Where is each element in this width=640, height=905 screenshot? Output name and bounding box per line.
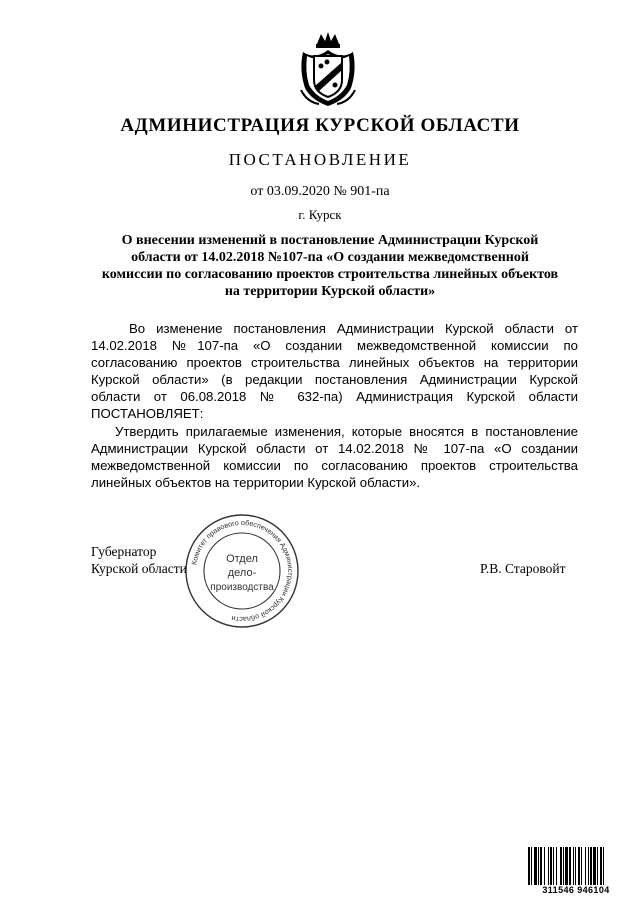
barcode-bar — [578, 847, 580, 885]
document-title: О внесении изменений в постановление Администрации Курской области от 14.02.2018 №107-па «О создании межведомственной комиссии по согласованию проектов строительства линейных объектов на территории Курской области» — [101, 233, 559, 299]
office-stamp — [183, 512, 301, 630]
barcode-bar — [569, 847, 571, 885]
barcode-bar — [556, 847, 557, 885]
barcode-bar — [600, 847, 602, 885]
barcode-bar — [573, 847, 574, 885]
barcode-bar — [588, 847, 589, 885]
stamp-center-line-3: производства — [210, 582, 274, 593]
barcode-bar — [550, 847, 552, 885]
stamp-ring-text: Комитет правового обеспечения Администрации Курской области — [189, 517, 296, 625]
signatory-name: Р.В. Старовойт — [480, 561, 566, 576]
body-paragraph-2: Утвердить прилагаемые изменения, которые вносятся в постановление Администрации Курской области от 14.02.2018 № 107-па «О создании межведомственной комиссии по согласованию проектов строительства линейных объектов на территории Курской области». — [91, 424, 578, 490]
barcode-bar — [575, 847, 576, 885]
barcode-bar — [534, 847, 537, 885]
barcode-bar — [544, 847, 545, 885]
barcode-bar — [553, 847, 554, 885]
barcode-bar — [538, 847, 539, 885]
signatory-position-line-1: Губернатор — [91, 544, 157, 559]
document-city: г. Курск — [298, 207, 342, 222]
barcode-bar — [531, 847, 532, 885]
barcode-bar — [597, 847, 598, 885]
signatory-position-line-2: Курской области — [91, 561, 187, 576]
barcode-bar — [540, 847, 542, 885]
barcode-bar — [590, 847, 592, 885]
barcode-bar — [585, 847, 586, 885]
barcode-bar — [565, 847, 568, 885]
barcode-number: 311546 946104 — [542, 885, 610, 895]
signatory-position — [91, 543, 187, 577]
document-date-number: от 03.09.2020 № 901-па — [250, 184, 390, 199]
barcode-bar — [563, 847, 564, 885]
barcode-bar — [603, 847, 604, 885]
document-type: ПОСТАНОВЛЕНИЕ — [228, 150, 412, 169]
barcode-bar — [560, 847, 562, 885]
barcode-bar — [548, 847, 549, 885]
organization-name: АДМИНИСТРАЦИЯ КУРСКОЙ ОБЛАСТИ — [120, 115, 520, 136]
document-barcode — [527, 847, 625, 897]
stamp-center-line-2: дело- — [227, 567, 257, 579]
barcode-bar — [593, 847, 596, 885]
barcode-bar — [581, 847, 582, 885]
stamp-center-line-1: Отдел — [226, 553, 258, 565]
body-paragraph-1: Во изменение постановления Администрации Курской области от 14.02.2018 №107-па «О создании межведомственной комиссии по согласованию проектов строительства линейных объектов на территории Курской области» (в редакции постановления Администрации Курской области от 06.08.2018 № 632-па) Администрация Курской области ПОСТАНОВЛЯЕТ: — [91, 321, 578, 421]
document-body — [91, 320, 578, 491]
coat-of-arms-emblem — [297, 30, 359, 110]
barcode-bar — [528, 847, 530, 885]
barcode-bars — [527, 847, 625, 885]
